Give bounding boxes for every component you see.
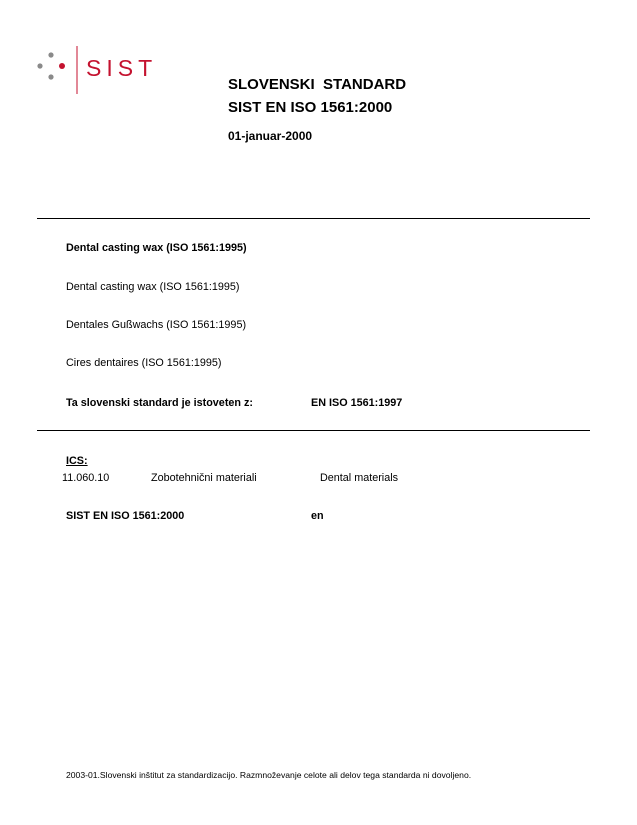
- logo-dot-top: [48, 52, 53, 57]
- standard-date: 01-januar-2000: [228, 129, 313, 143]
- standard-code-line: SIST EN ISO 1561:2000: [66, 510, 185, 522]
- ics-english: Dental materials: [320, 472, 399, 484]
- title-english: Dental casting wax (ISO 1561:1995): [66, 281, 240, 293]
- logo-dot-bottom: [48, 74, 53, 79]
- sist-logo: [36, 46, 176, 96]
- title-german: Dentales Gußwachs (ISO 1561:1995): [66, 319, 247, 331]
- ics-slovene: Zobotehnični materiali: [151, 472, 257, 484]
- logo-text: SIST: [86, 55, 158, 81]
- bottom-rule: [37, 430, 590, 431]
- title-bold: Dental casting wax (ISO 1561:1995): [66, 242, 247, 254]
- logo-dot-left: [37, 63, 42, 68]
- standard-code: SIST EN ISO 1561:2000: [228, 99, 393, 116]
- copyright-footer: 2003-01.Slovenski inštitut za standardizacijo. Razmnoževanje celote ali delov tega standarda ni dovoljeno.: [66, 770, 472, 780]
- standard-language: en: [311, 510, 324, 522]
- equivalence-label: Ta slovenski standard je istoveten z:: [66, 397, 254, 409]
- ics-label: ICS:: [66, 455, 88, 467]
- top-rule: [37, 218, 590, 219]
- equivalence-value: EN ISO 1561:1997: [311, 397, 403, 409]
- ics-code: 11.060.10: [62, 472, 110, 484]
- standard-label: SLOVENSKI STANDARD: [228, 76, 407, 93]
- logo-dot-right: [59, 63, 65, 69]
- title-french: Cires dentaires (ISO 1561:1995): [66, 357, 222, 369]
